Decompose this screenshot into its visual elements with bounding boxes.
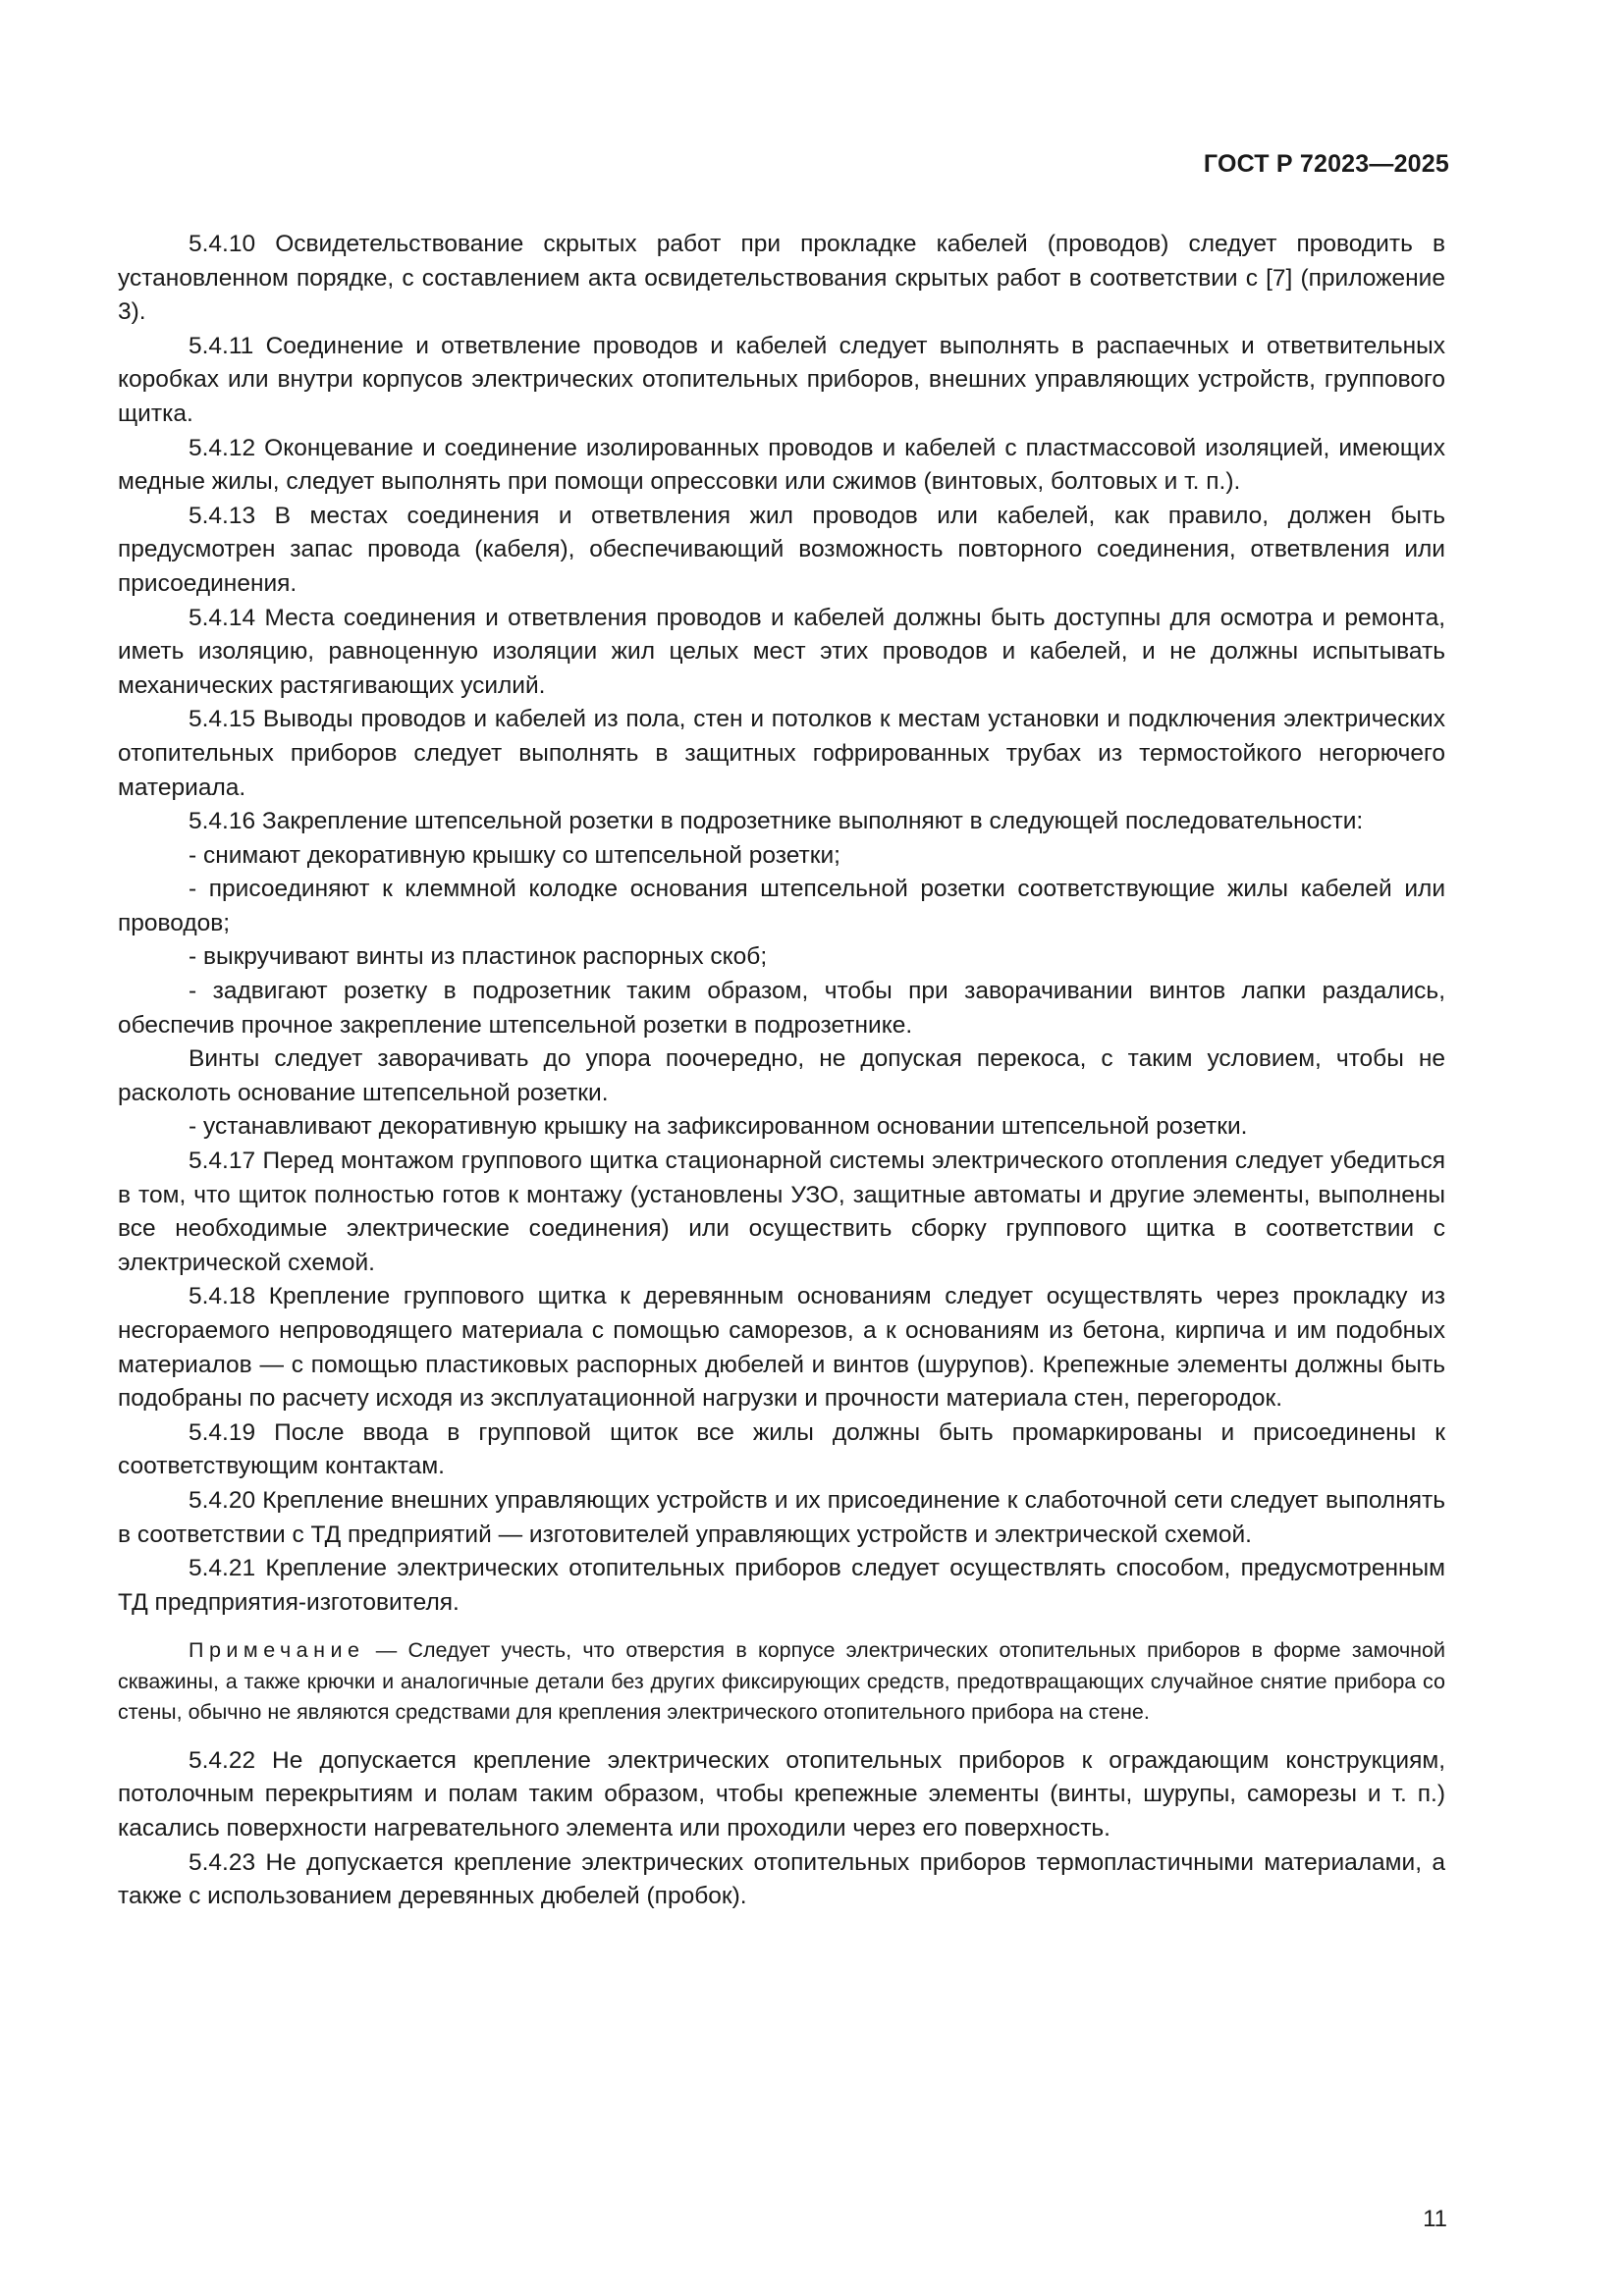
- page-number: 11: [1423, 2206, 1447, 2232]
- note-text: — Следует учесть, что отверстия в корпусе электрических отопительных приборов в форме замочной скважины, а также крючки и аналогичные детали без других фиксирующих средств, предотвращающих случайное снятие прибора со стены, обычно не являются средствами для крепления электрического отопительного прибора на стене.: [118, 1638, 1445, 1725]
- paragraph-5-4-20: 5.4.20 Крепление внешних управляющих устройств и их присоединение к слаботочной сети следует выполнять в соответствии с ТД предприятий — изготовителей управляющих устройств и электрической схемой.: [118, 1486, 1445, 1548]
- paragraph-5-4-12: 5.4.12 Оконцевание и соединение изолированных проводов и кабелей с пластмассовой изоляцией, имеющих медные жилы, следует выполнять при помощи опрессовки или сжимов (винтовых, болтовых и т. п.).: [118, 434, 1445, 496]
- paragraph-5-4-13: 5.4.13 В местах соединения и ответвления жил проводов или кабелей, как правило, должен быть предусмотрен запас провода (кабеля), обеспечивающий возможность повторного соединения, ответвления или присоединения.: [118, 502, 1445, 597]
- list-item: - присоединяют к клеммной колодке основания штепсельной розетки соответствующие жилы кабелей или проводов;: [118, 876, 1445, 936]
- paragraph-5-4-11: 5.4.11 Соединение и ответвление проводов и кабелей следует выполнять в распаечных и ответвительных коробках или внутри корпусов электрических отопительных приборов, внешних управляющих устройств, группового щитка.: [118, 332, 1445, 427]
- paragraph-5-4-14: 5.4.14 Места соединения и ответвления проводов и кабелей должны быть доступны для осмотра и ремонта, иметь изоляцию, равноценную изоляции жил целых мест этих проводов и кабелей, и не должны испытывать механических растягивающих усилий.: [118, 604, 1445, 699]
- paragraph-screw-instruction: Винты следует заворачивать до упора поочередно, не допуская перекоса, с таким условием, чтобы не расколоть основание штепсельной розетки.: [118, 1045, 1445, 1106]
- document-code-header: ГОСТ Р 72023—2025: [1203, 150, 1449, 178]
- paragraph-5-4-16: 5.4.16 Закрепление штепсельной розетки в подрозетнике выполняют в следующей последовательности:: [189, 808, 1364, 835]
- paragraph-5-4-10: 5.4.10 Освидетельствование скрытых работ при прокладке кабелей (проводов) следует проводить в установленном порядке, с составлением акта освидетельствования скрытых работ в соответствии с [7] (приложение 3).: [118, 231, 1445, 326]
- document-body: [118, 228, 1445, 1914]
- list-item: - задвигают розетку в подрозетник таким образом, чтобы при заворачивании винтов лапки раздались, обеспечив прочное закрепление штепсельной розетки в подрозетнике.: [118, 978, 1445, 1039]
- paragraph-5-4-19: 5.4.19 После ввода в групповой щиток все жилы должны быть промаркированы и присоединены к соответствующим контактам.: [118, 1418, 1445, 1480]
- list-item: - снимают декоративную крышку со штепсельной розетки;: [189, 841, 840, 869]
- paragraph-5-4-23: 5.4.23 Не допускается крепление электрических отопительных приборов термопластичными материалами, а также с использованием деревянных дюбелей (пробок).: [118, 1848, 1445, 1910]
- paragraph-5-4-17: 5.4.17 Перед монтажом группового щитка стационарной системы электрического отопления следует убедиться в том, что щиток полностью готов к монтажу (установлены УЗО, защитные автоматы и другие элементы, выполнены все необходимые электрические соединения) или осуществить сборку группового щитка в соответствии с электрической схемой.: [118, 1148, 1445, 1276]
- note-label: Примечание: [189, 1638, 365, 1663]
- paragraph-5-4-15: 5.4.15 Выводы проводов и кабелей из пола, стен и потолков к местам установки и подключения электрических отопительных приборов следует выполнять в защитных гофрированных трубах из термостойкого негорючего материала.: [118, 706, 1445, 801]
- paragraph-5-4-18: 5.4.18 Крепление группового щитка к деревянным основаниям следует осуществлять через прокладку из несгораемого непроводящего материала с помощью саморезов, а к основаниям из бетона, кирпича и им подобных материалов — с помощью пластиковых распорных дюбелей и винтов (шурупов). Крепежные элементы должны быть подобраны по расчету исходя из эксплуатационной нагрузки и прочности материала стен, перегородок.: [118, 1283, 1445, 1413]
- paragraph-5-4-21: 5.4.21 Крепление электрических отопительных приборов следует осуществлять способом, предусмотренным ТД предприятия-изготовителя.: [118, 1555, 1445, 1616]
- list-item: - устанавливают декоративную крышку на зафиксированном основании штепсельной розетки.: [189, 1113, 1248, 1141]
- note-block: [118, 1635, 1445, 1729]
- paragraph-5-4-22: 5.4.22 Не допускается крепление электрических отопительных приборов к ограждающим конструкциям, потолочным перекрытиям и полам таким образом, чтобы крепежные элементы (винты, шурупы, саморезы и т. п.) касались поверхности нагревательного элемента или проходили через его поверхность.: [118, 1746, 1445, 1842]
- list-item: - выкручивают винты из пластинок распорных скоб;: [189, 943, 768, 971]
